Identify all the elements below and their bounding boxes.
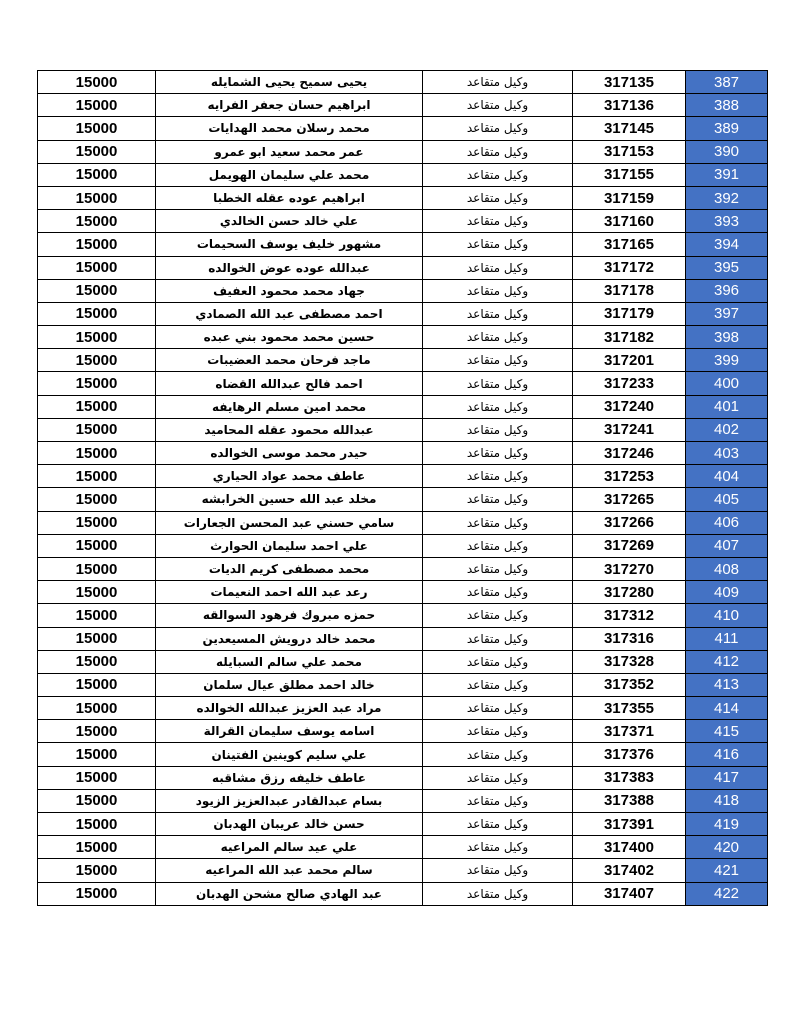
table-row <box>38 372 768 395</box>
sequence-number-cell: 389 <box>686 117 768 140</box>
role-cell: وكيل متقاعد <box>423 302 573 325</box>
table-row <box>38 743 768 766</box>
table-row <box>38 349 768 372</box>
table-row <box>38 813 768 836</box>
role-cell: وكيل متقاعد <box>423 697 573 720</box>
role-cell: وكيل متقاعد <box>423 604 573 627</box>
name-cell: عبدالله محمود عقله المحاميد <box>156 418 423 441</box>
amount-cell: 15000 <box>38 581 156 604</box>
amount-cell: 15000 <box>38 186 156 209</box>
role-cell: وكيل متقاعد <box>423 488 573 511</box>
sequence-number-cell: 387 <box>686 71 768 94</box>
amount-cell: 15000 <box>38 743 156 766</box>
name-cell: ابراهيم عوده عقله الخطبا <box>156 186 423 209</box>
name-cell: ماجد فرحان محمد العضيبات <box>156 349 423 372</box>
amount-cell: 15000 <box>38 326 156 349</box>
name-cell: عاطف خليفه رزق مشاقبه <box>156 766 423 789</box>
employee-id-cell: 317407 <box>573 882 686 905</box>
name-cell: بسام عبدالقادر عبدالعزيز الزيود <box>156 789 423 812</box>
amount-cell: 15000 <box>38 256 156 279</box>
role-cell: وكيل متقاعد <box>423 418 573 441</box>
name-cell: حيدر محمد موسى الخوالده <box>156 442 423 465</box>
role-cell: وكيل متقاعد <box>423 210 573 233</box>
table-row <box>38 326 768 349</box>
name-cell: علي خالد حسن الخالدي <box>156 210 423 233</box>
table-row <box>38 789 768 812</box>
name-cell: سالم محمد عبد الله المراعيه <box>156 859 423 882</box>
role-cell: وكيل متقاعد <box>423 766 573 789</box>
sequence-number-cell: 391 <box>686 163 768 186</box>
role-cell: وكيل متقاعد <box>423 581 573 604</box>
sequence-number-cell: 409 <box>686 581 768 604</box>
name-cell: عمر محمد سعيد ابو عمرو <box>156 140 423 163</box>
table-row <box>38 720 768 743</box>
amount-cell: 15000 <box>38 71 156 94</box>
sequence-number-cell: 398 <box>686 326 768 349</box>
table-row <box>38 581 768 604</box>
name-cell: حمزه مبروك فرهود السوالقه <box>156 604 423 627</box>
employee-id-cell: 317233 <box>573 372 686 395</box>
employee-id-cell: 317178 <box>573 279 686 302</box>
table-row <box>38 627 768 650</box>
name-cell: مراد عبد العزيز عبدالله الخوالده <box>156 697 423 720</box>
role-cell: وكيل متقاعد <box>423 650 573 673</box>
amount-cell: 15000 <box>38 673 156 696</box>
table-row <box>38 673 768 696</box>
table-row <box>38 140 768 163</box>
name-cell: علي عيد سالم المراعيه <box>156 836 423 859</box>
amount-cell: 15000 <box>38 279 156 302</box>
employee-id-cell: 317136 <box>573 94 686 117</box>
sequence-number-cell: 412 <box>686 650 768 673</box>
employee-id-cell: 317352 <box>573 673 686 696</box>
role-cell: وكيل متقاعد <box>423 511 573 534</box>
sequence-number-cell: 418 <box>686 789 768 812</box>
name-cell: خالد احمد مطلق عيال سلمان <box>156 673 423 696</box>
table-row <box>38 279 768 302</box>
amount-cell: 15000 <box>38 882 156 905</box>
name-cell: علي احمد سليمان الحوارث <box>156 534 423 557</box>
sequence-number-cell: 407 <box>686 534 768 557</box>
amount-cell: 15000 <box>38 418 156 441</box>
sequence-number-cell: 402 <box>686 418 768 441</box>
name-cell: احمد فالح عبدالله القضاه <box>156 372 423 395</box>
employee-id-cell: 317172 <box>573 256 686 279</box>
role-cell: وكيل متقاعد <box>423 859 573 882</box>
amount-cell: 15000 <box>38 117 156 140</box>
amount-cell: 15000 <box>38 395 156 418</box>
employee-id-cell: 317391 <box>573 813 686 836</box>
payment-table <box>37 70 768 906</box>
role-cell: وكيل متقاعد <box>423 233 573 256</box>
employee-id-cell: 317269 <box>573 534 686 557</box>
employee-id-cell: 317179 <box>573 302 686 325</box>
table-row <box>38 418 768 441</box>
employee-id-cell: 317160 <box>573 210 686 233</box>
name-cell: محمد علي سليمان الهويمل <box>156 163 423 186</box>
sequence-number-cell: 421 <box>686 859 768 882</box>
role-cell: وكيل متقاعد <box>423 720 573 743</box>
name-cell: حسين محمد محمود بني عبده <box>156 326 423 349</box>
sequence-number-cell: 404 <box>686 465 768 488</box>
name-cell: محمد علي سالم السبايله <box>156 650 423 673</box>
employee-id-cell: 317253 <box>573 465 686 488</box>
role-cell: وكيل متقاعد <box>423 256 573 279</box>
table-row <box>38 697 768 720</box>
sequence-number-cell: 403 <box>686 442 768 465</box>
amount-cell: 15000 <box>38 442 156 465</box>
employee-id-cell: 317328 <box>573 650 686 673</box>
amount-cell: 15000 <box>38 813 156 836</box>
amount-cell: 15000 <box>38 557 156 580</box>
amount-cell: 15000 <box>38 233 156 256</box>
employee-id-cell: 317265 <box>573 488 686 511</box>
name-cell: علي سليم كوينين الفتينان <box>156 743 423 766</box>
table-row <box>38 766 768 789</box>
name-cell: عبد الهادي صالح مشحن الهدبان <box>156 882 423 905</box>
sequence-number-cell: 417 <box>686 766 768 789</box>
sequence-number-cell: 393 <box>686 210 768 233</box>
employee-id-cell: 317355 <box>573 697 686 720</box>
role-cell: وكيل متقاعد <box>423 163 573 186</box>
employee-id-cell: 317240 <box>573 395 686 418</box>
sequence-number-cell: 406 <box>686 511 768 534</box>
table-row <box>38 442 768 465</box>
employee-id-cell: 317400 <box>573 836 686 859</box>
sequence-number-cell: 399 <box>686 349 768 372</box>
name-cell: محمد خالد درويش المسيعدين <box>156 627 423 650</box>
role-cell: وكيل متقاعد <box>423 349 573 372</box>
sequence-number-cell: 415 <box>686 720 768 743</box>
employee-id-cell: 317145 <box>573 117 686 140</box>
name-cell: احمد مصطفى عبد الله الصمادي <box>156 302 423 325</box>
sequence-number-cell: 392 <box>686 186 768 209</box>
table-row <box>38 71 768 94</box>
name-cell: ابراهيم حسان جعفر الفرايه <box>156 94 423 117</box>
role-cell: وكيل متقاعد <box>423 395 573 418</box>
employee-id-cell: 317155 <box>573 163 686 186</box>
role-cell: وكيل متقاعد <box>423 813 573 836</box>
name-cell: مخلد عبد الله حسين الخرابشه <box>156 488 423 511</box>
amount-cell: 15000 <box>38 302 156 325</box>
name-cell: يحيى سميح يحيى الشمايله <box>156 71 423 94</box>
sequence-number-cell: 413 <box>686 673 768 696</box>
sequence-number-cell: 414 <box>686 697 768 720</box>
name-cell: عاطف محمد عواد الحياري <box>156 465 423 488</box>
sequence-number-cell: 419 <box>686 813 768 836</box>
amount-cell: 15000 <box>38 604 156 627</box>
table-row <box>38 859 768 882</box>
amount-cell: 15000 <box>38 372 156 395</box>
amount-cell: 15000 <box>38 94 156 117</box>
employee-id-cell: 317159 <box>573 186 686 209</box>
table-row <box>38 534 768 557</box>
role-cell: وكيل متقاعد <box>423 326 573 349</box>
amount-cell: 15000 <box>38 163 156 186</box>
sequence-number-cell: 420 <box>686 836 768 859</box>
sequence-number-cell: 411 <box>686 627 768 650</box>
role-cell: وكيل متقاعد <box>423 627 573 650</box>
sequence-number-cell: 397 <box>686 302 768 325</box>
amount-cell: 15000 <box>38 789 156 812</box>
employee-id-cell: 317165 <box>573 233 686 256</box>
role-cell: وكيل متقاعد <box>423 442 573 465</box>
table-row <box>38 557 768 580</box>
table-row <box>38 94 768 117</box>
name-cell: مشهور خليف يوسف السحيمات <box>156 233 423 256</box>
amount-cell: 15000 <box>38 140 156 163</box>
amount-cell: 15000 <box>38 697 156 720</box>
employee-id-cell: 317201 <box>573 349 686 372</box>
role-cell: وكيل متقاعد <box>423 140 573 163</box>
table-row <box>38 604 768 627</box>
amount-cell: 15000 <box>38 766 156 789</box>
role-cell: وكيل متقاعد <box>423 743 573 766</box>
role-cell: وكيل متقاعد <box>423 372 573 395</box>
amount-cell: 15000 <box>38 836 156 859</box>
employee-id-cell: 317312 <box>573 604 686 627</box>
table-row <box>38 117 768 140</box>
sequence-number-cell: 396 <box>686 279 768 302</box>
name-cell: محمد مصطفى كريم الديات <box>156 557 423 580</box>
amount-cell: 15000 <box>38 349 156 372</box>
sequence-number-cell: 408 <box>686 557 768 580</box>
amount-cell: 15000 <box>38 627 156 650</box>
name-cell: حسن خالد عريبان الهدبان <box>156 813 423 836</box>
role-cell: وكيل متقاعد <box>423 534 573 557</box>
employee-id-cell: 317280 <box>573 581 686 604</box>
table-row <box>38 511 768 534</box>
employee-id-cell: 317241 <box>573 418 686 441</box>
table-row <box>38 395 768 418</box>
role-cell: وكيل متقاعد <box>423 465 573 488</box>
employee-id-cell: 317383 <box>573 766 686 789</box>
table-row <box>38 233 768 256</box>
table-row <box>38 836 768 859</box>
role-cell: وكيل متقاعد <box>423 94 573 117</box>
employee-id-cell: 317376 <box>573 743 686 766</box>
amount-cell: 15000 <box>38 859 156 882</box>
name-cell: رعد عبد الله احمد النعيمات <box>156 581 423 604</box>
name-cell: محمد امين مسلم الرهايفه <box>156 395 423 418</box>
employee-id-cell: 317246 <box>573 442 686 465</box>
table-row <box>38 465 768 488</box>
table-row <box>38 163 768 186</box>
employee-id-cell: 317316 <box>573 627 686 650</box>
employee-id-cell: 317153 <box>573 140 686 163</box>
amount-cell: 15000 <box>38 511 156 534</box>
amount-cell: 15000 <box>38 534 156 557</box>
table-row <box>38 302 768 325</box>
sequence-number-cell: 394 <box>686 233 768 256</box>
employee-id-cell: 317266 <box>573 511 686 534</box>
role-cell: وكيل متقاعد <box>423 789 573 812</box>
role-cell: وكيل متقاعد <box>423 557 573 580</box>
employee-id-cell: 317270 <box>573 557 686 580</box>
sequence-number-cell: 388 <box>686 94 768 117</box>
table-row <box>38 650 768 673</box>
sequence-number-cell: 422 <box>686 882 768 905</box>
role-cell: وكيل متقاعد <box>423 71 573 94</box>
role-cell: وكيل متقاعد <box>423 186 573 209</box>
amount-cell: 15000 <box>38 465 156 488</box>
name-cell: عبدالله عوده عوض الخوالده <box>156 256 423 279</box>
table-row <box>38 488 768 511</box>
sequence-number-cell: 400 <box>686 372 768 395</box>
table-row <box>38 256 768 279</box>
table-row <box>38 882 768 905</box>
role-cell: وكيل متقاعد <box>423 279 573 302</box>
name-cell: محمد رسلان محمد الهدايات <box>156 117 423 140</box>
name-cell: اسامه يوسف سليمان القرالة <box>156 720 423 743</box>
amount-cell: 15000 <box>38 488 156 511</box>
amount-cell: 15000 <box>38 210 156 233</box>
employee-id-cell: 317182 <box>573 326 686 349</box>
sequence-number-cell: 390 <box>686 140 768 163</box>
role-cell: وكيل متقاعد <box>423 117 573 140</box>
table-row <box>38 186 768 209</box>
role-cell: وكيل متقاعد <box>423 673 573 696</box>
role-cell: وكيل متقاعد <box>423 836 573 859</box>
table-row <box>38 210 768 233</box>
amount-cell: 15000 <box>38 720 156 743</box>
employee-id-cell: 317135 <box>573 71 686 94</box>
table-body <box>38 71 768 906</box>
sequence-number-cell: 401 <box>686 395 768 418</box>
sequence-number-cell: 410 <box>686 604 768 627</box>
employee-id-cell: 317388 <box>573 789 686 812</box>
sequence-number-cell: 395 <box>686 256 768 279</box>
sequence-number-cell: 405 <box>686 488 768 511</box>
employee-id-cell: 317371 <box>573 720 686 743</box>
amount-cell: 15000 <box>38 650 156 673</box>
role-cell: وكيل متقاعد <box>423 882 573 905</box>
name-cell: سامي حسني عبد المحسن الجعارات <box>156 511 423 534</box>
employee-id-cell: 317402 <box>573 859 686 882</box>
sequence-number-cell: 416 <box>686 743 768 766</box>
name-cell: جهاد محمد محمود العفيف <box>156 279 423 302</box>
